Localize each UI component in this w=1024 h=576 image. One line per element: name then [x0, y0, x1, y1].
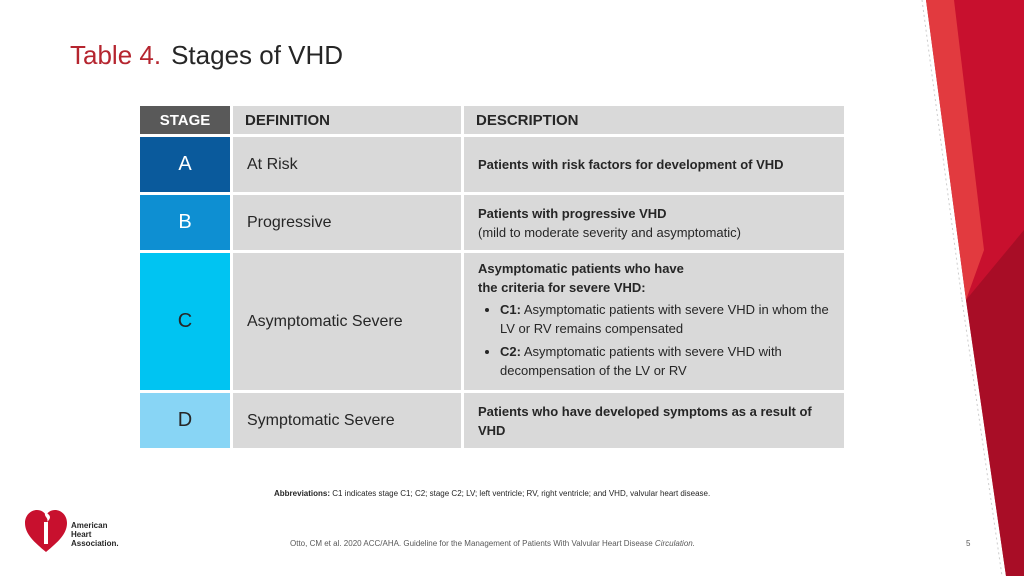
definition-b: Progressive	[233, 195, 461, 250]
stage-badge-c: C	[140, 253, 230, 390]
substage-list	[478, 300, 830, 380]
logo-line-2: Heart	[71, 530, 92, 539]
list-item	[500, 342, 830, 380]
abbreviations-note	[274, 489, 710, 498]
table-row	[140, 393, 844, 448]
citation	[290, 539, 695, 548]
table-row	[140, 137, 844, 192]
title-number: Table 4.	[70, 40, 162, 70]
abbreviations-label: Abbreviations:	[274, 489, 331, 498]
title-text: Stages of VHD	[171, 40, 344, 70]
definition-a: At Risk	[233, 137, 461, 192]
substage-text: Asymptomatic patients with severe VHD with decompensation of the LV or RV	[500, 344, 782, 378]
description-d	[464, 393, 844, 448]
description-c-bold-2: the criteria for severe VHD:	[478, 280, 646, 295]
stages-table	[137, 103, 847, 451]
description-b-bold: Patients with progressive VHD	[478, 205, 667, 221]
decorative-red-band-icon	[914, 0, 1024, 576]
description-a	[464, 137, 844, 192]
table-row	[140, 195, 844, 250]
description-a-text: Patients with risk factors for development of VHD	[478, 157, 784, 172]
substage-label: C1:	[500, 302, 521, 317]
citation-journal: Circulation.	[654, 539, 695, 548]
header-definition: DEFINITION	[233, 106, 461, 134]
description-d-text: Patients who have developed symptoms as a result of VHD	[478, 403, 812, 438]
abbreviations-text: C1 indicates stage C1; C2; stage C2; LV; left ventricle; RV, right ventricle; and VHD, valvular heart disease.	[330, 489, 711, 498]
stage-badge-a: A	[140, 137, 230, 192]
description-c-bold-1: Asymptomatic patients who have	[478, 261, 684, 276]
definition-c: Asymptomatic Severe	[233, 253, 461, 390]
logo-line-1: American	[71, 521, 108, 530]
table-row	[140, 253, 844, 390]
header-description: DESCRIPTION	[464, 106, 844, 134]
page-number: 5	[966, 539, 971, 548]
substage-label: C2:	[500, 344, 521, 359]
aha-logo-text	[71, 521, 119, 548]
header-stage: STAGE	[140, 106, 230, 134]
description-b-plain: (mild to moderate severity and asymptomatic)	[478, 224, 741, 240]
logo-line-3: Association.	[71, 539, 119, 548]
slide-title	[70, 40, 343, 71]
description-c	[464, 253, 844, 390]
definition-d: Symptomatic Severe	[233, 393, 461, 448]
description-b	[464, 195, 844, 250]
stage-badge-b: B	[140, 195, 230, 250]
table-header-row	[140, 106, 844, 134]
substage-text: Asymptomatic patients with severe VHD in whom the LV or RV remains compensated	[500, 302, 829, 336]
citation-text: Otto, CM et al. 2020 ACC/AHA. Guideline for the Management of Patients With Valvular Heart Disease	[290, 539, 655, 548]
list-item	[500, 300, 830, 338]
stage-badge-d: D	[140, 393, 230, 448]
